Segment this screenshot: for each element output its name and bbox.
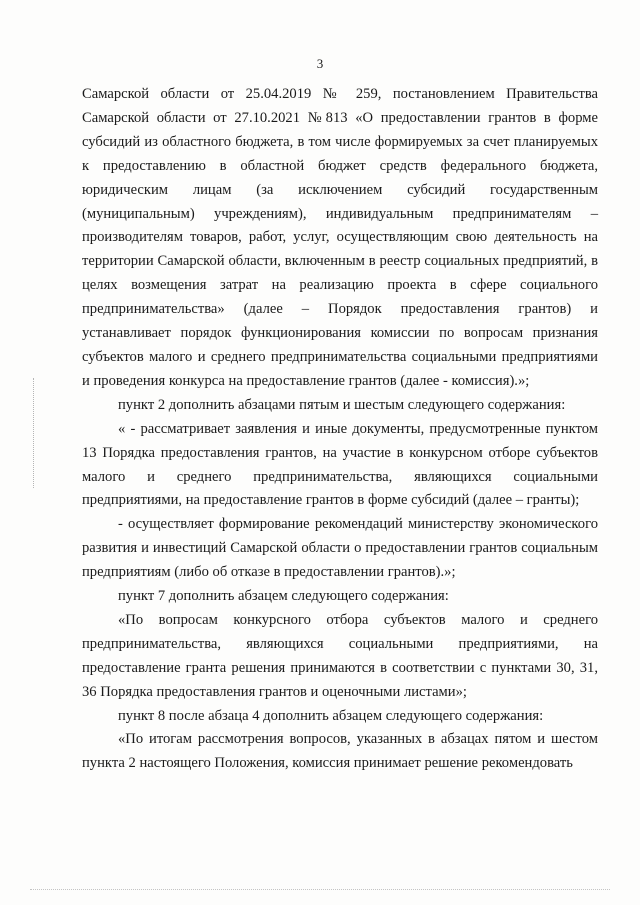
- paragraph-7: пункт 8 после абзаца 4 дополнить абзацем следующего содержания:: [118, 707, 544, 724]
- document-body: [82, 83, 598, 776]
- paragraph-5: пункт 7 дополнить абзацем следующего содержания:: [118, 588, 449, 605]
- scan-artifact-bottom-line: [30, 889, 610, 891]
- paragraph-3: « - рассматривает заявления и иные документы, предусмотренные пунктом 13 Порядка предоставления грантов, на участие в конкурсном отборе субъектов малого и среднего предпринимательства, являющихся социальными предприятиями, на предоставление грантов в форме субсидий (далее – гранты);: [82, 420, 598, 509]
- page-number: 3: [316, 56, 324, 71]
- paragraph-4: - осуществляет формирование рекомендаций министерству экономического развития и инвестиций Самарской области о предоставлении грантов социальным предприятиям (либо об отказе в предоставлении грантов).»;: [82, 516, 598, 581]
- scan-artifact-line: [33, 378, 35, 488]
- paragraph-8: «По итогам рассмотрения вопросов, указанных в абзацах пятом и шестом пункта 2 настоящего Положения, комиссия принимает решение рекомендовать: [82, 731, 598, 772]
- paragraph-2: пункт 2 дополнить абзацами пятым и шестым следующего содержания:: [118, 396, 566, 413]
- paragraph-1: Самарской области от 25.04.2019 № 259, постановлением Правительства Самарской области от 27.10.2021 №813 «О предоставлении грантов в форме субсидий из областного бюджета, в том числе формируемых за счет планируемых к предоставлению в областной бюджет средств федерального бюджета, юридическим лицам (за исключением субсидий государственным (муниципальным) учреждениям), индивидуальным предпринимателям – производителям товаров, работ, услуг, осуществляющим свою деятельность на территории Самарской области, включенным в реестр социальных предприятий, в целях возмещения затрат на реализацию проекта в сфере социального предпринимательства» (далее – Порядок предоставления грантов) и устанавливает порядок функционирования комиссии по вопросам признания субъектов малого и среднего предпринимательства социальными предприятиями и проведения конкурса на предоставление грантов (далее - комиссия).»;: [82, 86, 598, 389]
- paragraph-6: «По вопросам конкурсного отбора субъектов малого и среднего предпринимательства, являющихся социальными предприятиями, на предоставление гранта решения принимаются в соответствии с пунктами 30, 31, 36 Порядка предоставления грантов и оценочными листами»;: [82, 611, 598, 700]
